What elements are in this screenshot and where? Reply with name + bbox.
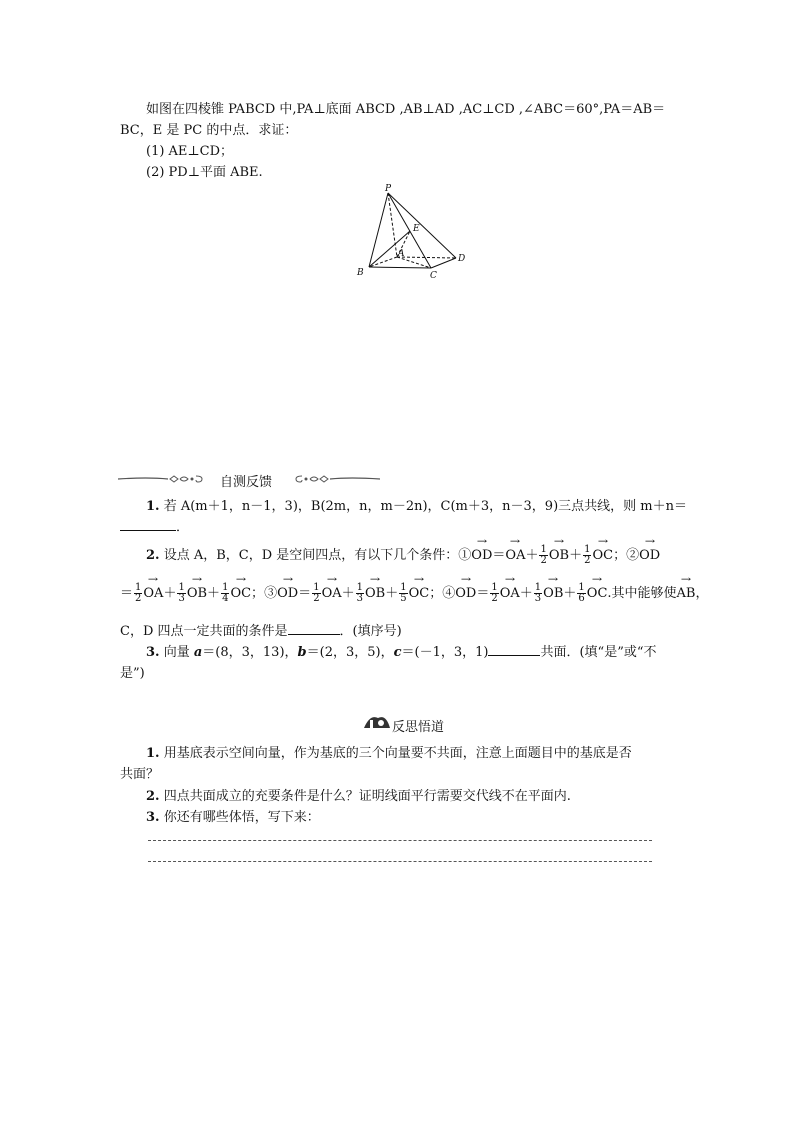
vector-od: → OD bbox=[639, 548, 660, 563]
vector-ab: → AB bbox=[677, 586, 696, 601]
vector-ob: → OB bbox=[365, 586, 385, 601]
vector-oc: → OC bbox=[587, 586, 608, 601]
reflection-q1-text: 用基底表示空间向量，作为基底的三个向量要不共面，注意上面题目中的基底是否 bbox=[163, 746, 632, 761]
reflection-q2-number: 2. bbox=[146, 789, 160, 804]
writing-line-1[interactable] bbox=[148, 840, 652, 841]
q2-text-b: ；② bbox=[613, 548, 640, 563]
self-test-q3 bbox=[146, 641, 657, 660]
problem-stem-line1: 如图在四棱锥 PABCD 中,PA⊥底面 ABCD ,AB⊥AD ,AC⊥CD ,∠ABC＝60°,PA＝AB＝ bbox=[146, 102, 666, 117]
fraction-1-3: $\frac{1}{3}$ bbox=[534, 582, 542, 604]
q3-text-4: ＝(－1，3，1) bbox=[401, 645, 489, 660]
edge-pb bbox=[369, 193, 388, 267]
plus-sign: ＋ bbox=[163, 586, 177, 601]
reflection-title: 反思悟道 bbox=[392, 720, 445, 735]
q2-text-c: C，D 四点一定共面的条件是 bbox=[120, 624, 288, 639]
plus-sign: ＋ bbox=[519, 586, 533, 601]
edge-cd bbox=[431, 258, 456, 268]
fraction-1-2: $\frac{1}{2}$ bbox=[135, 582, 142, 604]
reflection-q1-number: 1. bbox=[146, 746, 160, 761]
vector-od: → OD bbox=[277, 586, 298, 601]
fraction-1-3: $\frac{1}{3}$ bbox=[178, 582, 185, 604]
plus-sign: ＋ bbox=[525, 548, 539, 563]
plus-sign: ＋ bbox=[569, 548, 583, 563]
self-test-q1 bbox=[146, 495, 687, 514]
edge-ad bbox=[397, 257, 456, 258]
self-test-title: 自测反馈 bbox=[220, 475, 273, 490]
vector-od: → OD bbox=[455, 586, 476, 601]
q2-after-last: .其中能够使 bbox=[607, 586, 677, 601]
q1-end: ． bbox=[176, 520, 190, 535]
q2-text-a: 设点 A，B，C，D 是空间四点，有以下几个条件：① bbox=[163, 548, 472, 563]
self-test-q2-line2: ＝ $\frac{1}{2}$ → OA＋ $\frac{1}{3}$ → OB＋ $\frac{1}{4}$ → OC；③→ OD＝ $\frac{1}{2}$ → OA＋ $\frac{1}{3}$ → OB＋ $\frac{1}{5}$ → OC；④→ OD＝ $\frac{1}{2}$ → OA＋ $\frac{1}{3}$ → OB＋ $\frac{1}{6}$ → OC.其中能够使→ AB， bbox=[120, 582, 709, 604]
vector-oa: → OA bbox=[500, 586, 520, 601]
vector-ob: → OB bbox=[543, 586, 563, 601]
q3-text-2: ＝(8，3，13)， bbox=[202, 645, 298, 660]
vector-oc: → OC bbox=[592, 548, 613, 563]
edge-ab bbox=[369, 257, 397, 267]
label-a: A bbox=[398, 249, 405, 259]
fraction-1-2: $\frac{1}{2}$ bbox=[540, 544, 547, 566]
q2-text-d: ．(填序号) bbox=[339, 624, 402, 639]
comma: ， bbox=[695, 586, 709, 601]
vector-a: a bbox=[193, 645, 203, 660]
equals-sign: ＝ bbox=[120, 586, 134, 601]
fraction-1-5: $\frac{1}{5}$ bbox=[400, 582, 407, 604]
equals-sign: ＝ bbox=[492, 548, 506, 563]
fraction-1-3: $\frac{1}{3}$ bbox=[356, 582, 363, 604]
fraction-1-4: $\frac{1}{4}$ bbox=[222, 582, 229, 604]
fraction-1-2: $\frac{1}{2}$ bbox=[491, 582, 498, 604]
vector-b: b bbox=[297, 645, 307, 660]
vector-oa: → OA bbox=[143, 586, 163, 601]
q1-text: 若 A(m＋1，n－1，3)，B(2m，n，m－2n)，C(m＋3，n－3，9)三点共线，则 m＋n＝ bbox=[163, 499, 687, 514]
pyramid-figure bbox=[350, 180, 470, 280]
vector-oc: → OC bbox=[230, 586, 251, 601]
edge-bc bbox=[369, 267, 431, 268]
label-c: C bbox=[430, 271, 437, 280]
reflection-q3 bbox=[146, 806, 320, 825]
reflection-q2 bbox=[146, 785, 571, 804]
vector-c: c bbox=[393, 645, 402, 660]
q1-answer-blank[interactable] bbox=[120, 518, 176, 531]
q1-number: 1. bbox=[146, 499, 160, 514]
plus-sign: ＋ bbox=[341, 586, 355, 601]
label-p: P bbox=[385, 184, 392, 194]
equals-sign: ＝ bbox=[476, 586, 490, 601]
q2-answer-blank[interactable] bbox=[288, 622, 340, 635]
problem-stem-line2: BC，E 是 PC 的中点．求证： bbox=[120, 123, 298, 138]
fraction-1-2: $\frac{1}{2}$ bbox=[313, 582, 320, 604]
fraction-1-2: $\frac{1}{2}$ bbox=[584, 544, 591, 566]
equals-sign: ＝ bbox=[298, 586, 312, 601]
edge-pa bbox=[388, 193, 397, 257]
self-test-q1-line2 bbox=[120, 516, 189, 535]
reflection-q3-text: 你还有哪些体悟，写下来： bbox=[163, 810, 320, 825]
vector-ob: → OB bbox=[549, 548, 569, 563]
label-d: D bbox=[458, 254, 466, 264]
writing-line-2[interactable] bbox=[148, 861, 652, 862]
semicolon: ； bbox=[429, 586, 443, 601]
reflection-q1-line2: 共面？ bbox=[120, 767, 160, 782]
fraction-1-6: $\frac{1}{6}$ bbox=[578, 582, 585, 604]
self-test-q2-line3 bbox=[120, 620, 402, 639]
q3-number: 3. bbox=[146, 645, 160, 660]
reflection-q2-text: 四点共面成立的充要条件是什么？证明线面平行需要交代线不在平面内. bbox=[163, 789, 571, 804]
q3-text-5: 共面．(填“是”或“不 bbox=[540, 645, 657, 660]
label-b: B bbox=[357, 268, 364, 278]
problem-item-1: (1) AE⊥CD； bbox=[146, 144, 234, 159]
plus-sign: ＋ bbox=[385, 586, 399, 601]
q3-text-1: 向量 bbox=[163, 645, 194, 660]
vector-oa: → OA bbox=[505, 548, 525, 563]
q3-answer-blank[interactable] bbox=[488, 643, 540, 656]
q3-text-3: ＝(2，3，5)， bbox=[306, 645, 394, 660]
divider-ornament-left bbox=[118, 472, 213, 486]
self-test-q3-line2: 是”) bbox=[120, 666, 145, 681]
plus-sign: ＋ bbox=[207, 586, 221, 601]
q2-number: 2. bbox=[146, 548, 160, 563]
divider-ornament-right bbox=[285, 472, 380, 486]
reflection-q3-number: 3. bbox=[146, 810, 160, 825]
semicolon: ； bbox=[251, 586, 265, 601]
label-e: E bbox=[413, 224, 420, 234]
self-test-q2-line1 bbox=[146, 544, 660, 566]
vector-ob: → OB bbox=[187, 586, 207, 601]
vector-oa: → OA bbox=[322, 586, 342, 601]
reflection-icon bbox=[362, 712, 392, 732]
reflection-q1-line1 bbox=[146, 742, 632, 761]
plus-sign: ＋ bbox=[563, 586, 577, 601]
vector-oc: → OC bbox=[409, 586, 430, 601]
problem-item-2: (2) PD⊥平面 ABE. bbox=[146, 165, 263, 180]
vector-od: → OD bbox=[471, 548, 492, 563]
